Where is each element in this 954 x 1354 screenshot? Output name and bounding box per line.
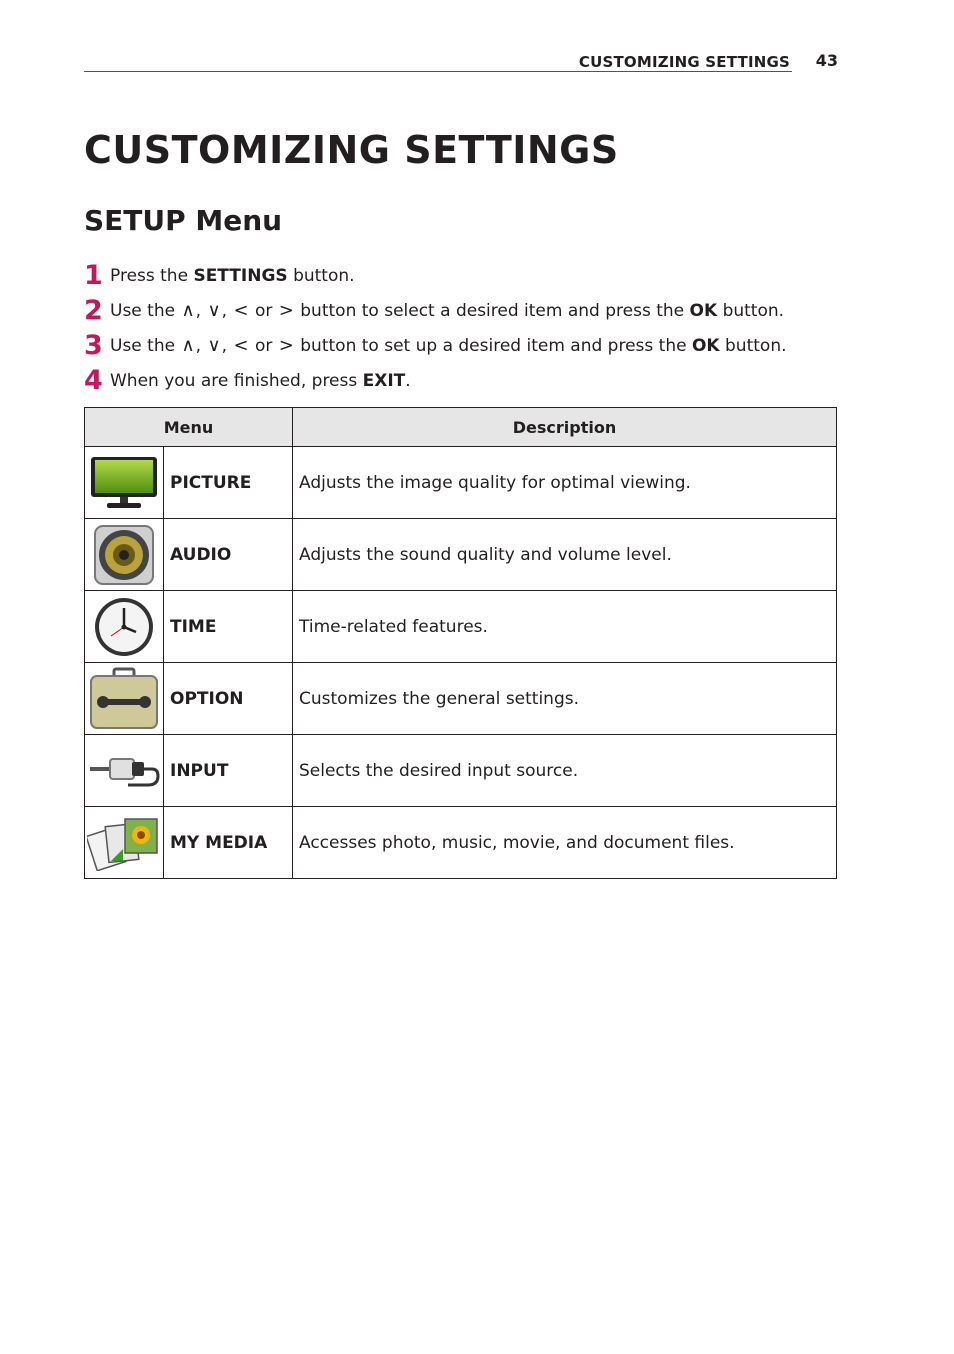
toolbox-wrench-icon (89, 667, 159, 731)
running-header-section: CUSTOMIZING SETTINGS (578, 53, 790, 71)
menu-name: MY MEDIA (164, 807, 293, 879)
page-number: 43 (815, 51, 838, 70)
table-row (85, 807, 837, 879)
step-text: button. (722, 300, 785, 321)
step-text: button. (725, 335, 787, 356)
step-key: SETTINGS (193, 265, 288, 286)
step-1 (84, 258, 844, 293)
table-row (85, 663, 837, 735)
right-arrow-icon: > (278, 300, 294, 321)
down-arrow-icon: ∨ (207, 300, 221, 321)
step-text: button. (293, 265, 355, 286)
step-number: 1 (84, 260, 103, 291)
section-title: SETUP Menu (84, 204, 283, 237)
up-arrow-icon: ∧ (181, 300, 195, 321)
table-row (85, 591, 837, 663)
tv-monitor-icon (89, 455, 159, 511)
step-2: 2 Use the ∧ , ∨ , < or > button to select a desired item and press the OK button. (84, 295, 785, 326)
column-header-menu: Menu (85, 408, 293, 447)
header-rule (84, 71, 792, 72)
step-key: OK (691, 335, 720, 356)
menu-name: PICTURE (164, 447, 293, 519)
menu-description: Customizes the general settings. (293, 663, 837, 735)
column-header-description: Description (293, 408, 837, 447)
menu-description: Accesses photo, music, movie, and document files. (293, 807, 837, 879)
step-text: Use the (110, 300, 176, 321)
menu-name: TIME (164, 591, 293, 663)
running-header (84, 50, 838, 72)
step-text: When you are finished, press (110, 370, 358, 391)
page-title: CUSTOMIZING SETTINGS (84, 128, 619, 172)
media-files-icon (87, 815, 161, 871)
step-text: Press the (110, 265, 189, 286)
cable-plug-icon (88, 751, 160, 791)
step-key: EXIT (362, 370, 406, 391)
left-arrow-icon: < (233, 335, 249, 356)
menu-name: INPUT (164, 735, 293, 807)
step-3: 3 Use the ∧ , ∨ , < or > button to set up a desired item and press the OK button. (84, 330, 787, 361)
menu-name: OPTION (164, 663, 293, 735)
step-number: 2 (84, 295, 103, 326)
menu-name: AUDIO (164, 519, 293, 591)
setup-menu-table (84, 407, 837, 879)
table-header-row (85, 408, 837, 447)
left-arrow-icon: < (233, 300, 249, 321)
step-key: OK (689, 300, 718, 321)
step-text: . (405, 370, 411, 391)
menu-description: Adjusts the sound quality and volume level. (293, 519, 837, 591)
step-number: 3 (84, 330, 103, 361)
up-arrow-icon: ∧ (181, 335, 195, 356)
clock-icon (93, 596, 155, 658)
step-4 (84, 363, 844, 398)
menu-description: Adjusts the image quality for optimal viewing. (293, 447, 837, 519)
menu-description: Time-related features. (293, 591, 837, 663)
steps-list (84, 258, 844, 398)
step-text: or (254, 335, 273, 356)
speaker-icon (93, 524, 155, 586)
table-row (85, 447, 837, 519)
step-text: button to set up a desired item and press the (300, 335, 687, 356)
table-row (85, 519, 837, 591)
step-number: 4 (84, 365, 103, 396)
step-text: or (254, 300, 273, 321)
step-text: Use the (110, 335, 176, 356)
right-arrow-icon: > (278, 335, 294, 356)
table-row (85, 735, 837, 807)
down-arrow-icon: ∨ (207, 335, 221, 356)
menu-description: Selects the desired input source. (293, 735, 837, 807)
step-text: button to select a desired item and press the (300, 300, 685, 321)
